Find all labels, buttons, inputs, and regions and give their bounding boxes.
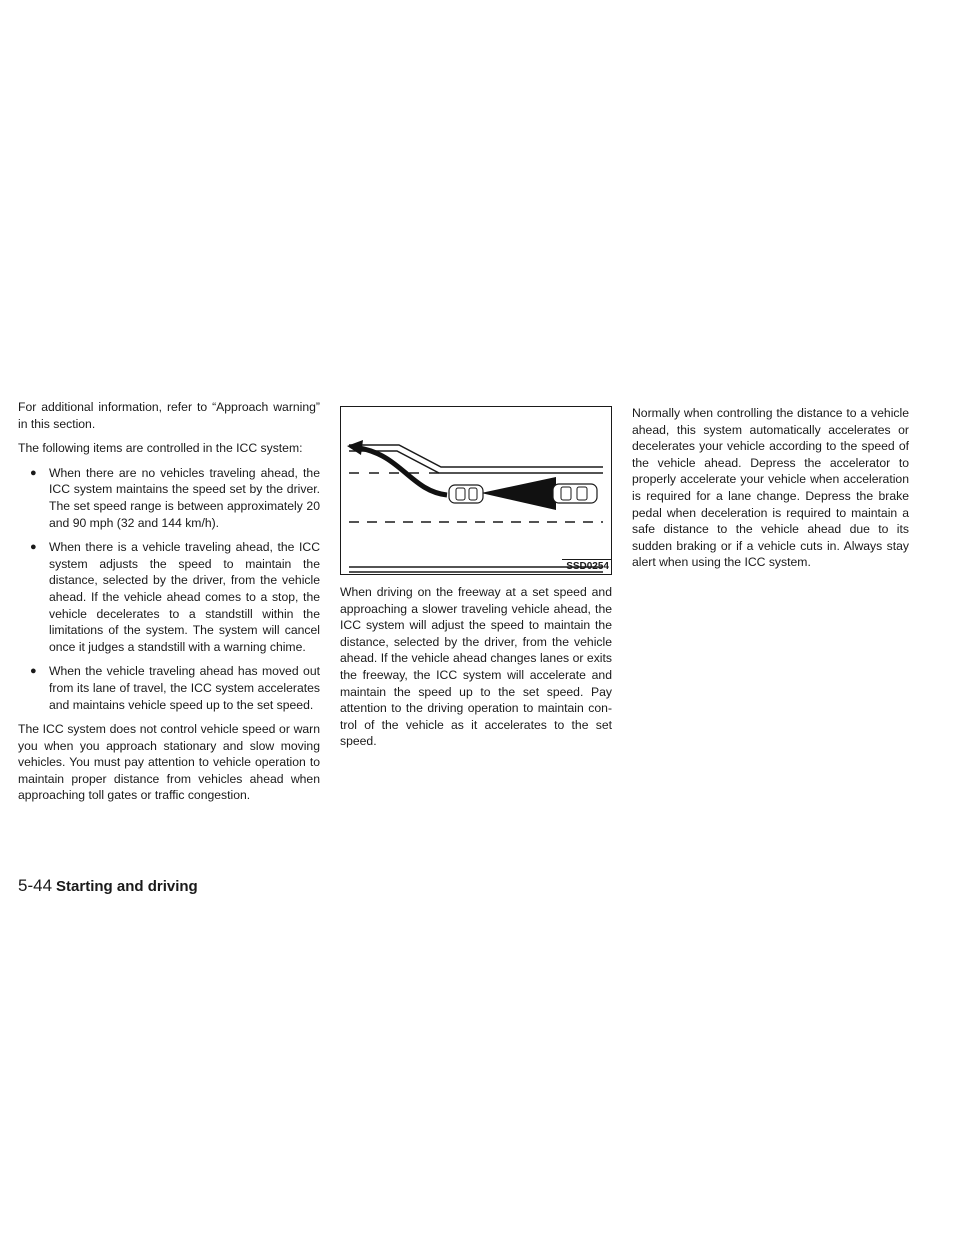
bullet-item — [18, 465, 320, 531]
section-title: Starting and driving — [56, 878, 198, 895]
paragraph-freeway-driving: When driving on the freeway at a set speed and approaching a slower traveling vehicle ahead, the ICC system will adjust the speed to maintain the distance, selected by the driver, from the vehicle ahead. If the vehicle ahead changes lanes or exits the freeway, the ICC system will accelerate and maintain the speed up to the set speed. Pay attention to the driving operation to maintain control of the vehicle as it accelerates to the set speed. — [340, 585, 612, 749]
middle-column — [340, 399, 612, 758]
vehicle-ahead-icon — [553, 484, 597, 503]
bullet-icon: ● — [30, 665, 37, 678]
bullet-icon: ● — [30, 541, 37, 554]
paragraph-distance-control: Normally when controlling the distance to a vehicle ahead, this system automatically accelerates or decelerates your vehicle according to the speed of the vehicle ahead. Depress the accelerator to properly accelerate your vehicle when acceleration is required for a lane change. Depress the brake pedal when deceleration is required to maintain a safe distance to the vehicle ahead due to its sudden braking or if a vehicle cuts in. Always stay alert when using the ICC system. — [632, 406, 909, 570]
bullet-icon: ● — [30, 466, 37, 479]
road-edge-upper-inner — [349, 451, 603, 473]
bullet-item — [18, 539, 320, 655]
sensor-cone — [481, 477, 556, 510]
paragraph-approach-warning: For additional information, refer to “Approach warning” in this section. — [18, 400, 320, 431]
bullet-item — [18, 663, 320, 713]
figure-code: SSD0254 — [566, 561, 609, 572]
arrow-head-icon — [347, 440, 363, 455]
freeway-diagram — [341, 407, 613, 576]
left-column — [18, 399, 320, 812]
page-footer — [18, 876, 198, 897]
page-number: 5-44 — [18, 876, 53, 895]
lane-change-path — [359, 448, 447, 495]
right-column — [632, 405, 909, 579]
bullet-text: When the vehicle traveling ahead has moved out from its lane of travel, the ICC system accelerates and maintains vehicle speed up to the set speed. — [49, 664, 320, 712]
bullet-text: When there is a vehicle traveling ahead, the ICC system adjusts the speed to maintain the distance, selected by the driver, from the vehicle ahead. If the vehicle ahead comes to a stop, the vehicle decelerates to a standstill within the limitations of the system. The system will cancel once it judges a standstill with a warning chime. — [49, 540, 320, 654]
host-car-icon — [449, 485, 483, 503]
bullet-list — [18, 465, 320, 713]
paragraph-stationary-vehicles: The ICC system does not control vehicle speed or warn you when you approach stationary and slow moving vehicles. You must pay attention to vehicle operation to maintain proper distance from vehicles ahead when approaching toll gates or traffic congestion. — [18, 722, 320, 803]
bullet-text: When there are no vehicles traveling ahead, the ICC system maintains the speed set by the driver. The set speed range is between approximately 20 and 90 mph (32 and 144 km/h). — [49, 465, 320, 530]
paragraph-controlled-items: The following items are controlled in the ICC system: — [18, 441, 303, 456]
freeway-illustration — [340, 406, 612, 575]
